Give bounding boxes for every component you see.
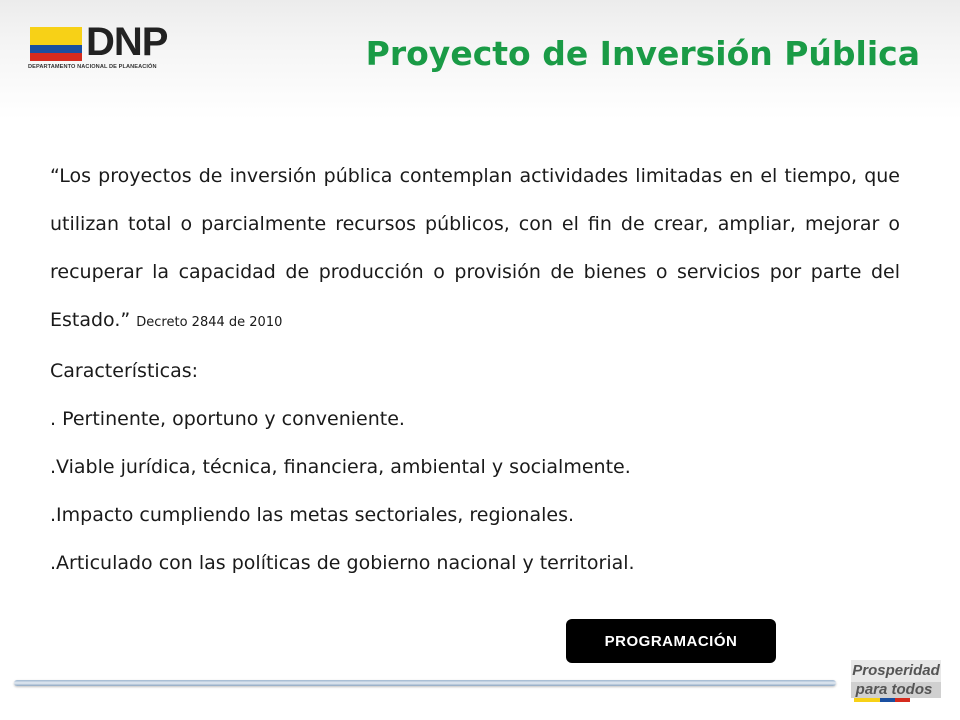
logo-subtitle: DEPARTAMENTO NACIONAL DE PLANEACIÓN xyxy=(28,64,157,70)
dnp-logo xyxy=(28,22,188,72)
characteristic-item: .Impacto cumpliendo las metas sectoriales, regionales. xyxy=(50,504,575,526)
main-content xyxy=(50,152,900,587)
programacion-button[interactable]: PROGRAMACIÓN xyxy=(566,619,776,663)
quote-text: “Los proyectos de inversión pública contemplan actividades limitadas en el tiempo, que utilizan total o parcialmente recursos públicos, con el fin de crear, ampliar, mejorar o recuperar la capacidad de producción o provisión de bienes o servicios por parte del Estado.” xyxy=(50,165,900,331)
quote-paragraph xyxy=(50,152,900,347)
characteristic-item: .Viable jurídica, técnica, financiera, ambiental y socialmente. xyxy=(50,456,631,478)
prosperidad-line2: para todos xyxy=(855,681,933,698)
prosperidad-line1: Prosperidad xyxy=(852,662,940,679)
characteristic-item: . Pertinente, oportuno y conveniente. xyxy=(50,408,405,430)
quote-citation: Decreto 2844 de 2010 xyxy=(136,315,283,330)
footer-divider xyxy=(14,680,836,686)
colombia-flag-icon xyxy=(28,25,84,61)
logo-text: DNP xyxy=(86,20,168,64)
characteristics-heading: Características: xyxy=(50,360,199,382)
page-title: Proyecto de Inversión Pública xyxy=(365,34,920,73)
characteristic-item: .Articulado con las políticas de gobierno nacional y territorial. xyxy=(50,552,635,574)
prosperidad-para-todos-logo xyxy=(850,658,942,704)
